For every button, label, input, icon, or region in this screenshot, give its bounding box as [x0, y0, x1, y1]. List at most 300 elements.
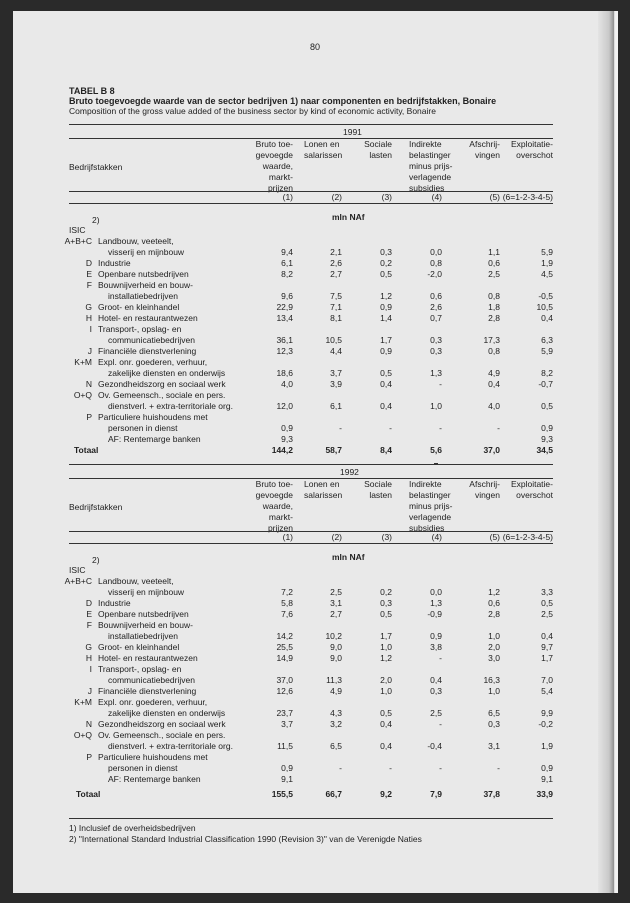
- column-number-rule: [69, 203, 553, 204]
- value-col-2: 9,0: [330, 642, 342, 652]
- value-col-4: 1,3: [430, 598, 442, 608]
- value-col-2: -: [339, 763, 342, 773]
- column-header-6: [483, 139, 553, 161]
- value-col-5: 6,5: [488, 708, 500, 718]
- table-row: [0, 302, 604, 313]
- row-label: Transport-, opslag- en: [98, 324, 182, 334]
- value-col-6: 0,9: [541, 763, 553, 773]
- value-col-6: 0,4: [541, 631, 553, 641]
- total-col-2: 58,7: [325, 445, 342, 455]
- value-col-2: 3,9: [330, 379, 342, 389]
- column-header-line: belastinger: [409, 150, 451, 160]
- column-header-line: minus prijs-: [409, 501, 453, 511]
- row-label: zakelijke diensten en onderwijs: [108, 368, 226, 378]
- column-number-3: (3): [381, 192, 392, 202]
- value-col-3: 1,0: [380, 686, 392, 696]
- column-number-2: (2): [331, 192, 342, 202]
- column-number-5: (5): [489, 192, 500, 202]
- value-col-5: 0,6: [488, 258, 500, 268]
- value-col-2: 9,0: [330, 653, 342, 663]
- value-col-1: 23,7: [276, 708, 293, 718]
- header-bottom-rule: [69, 531, 553, 532]
- column-header-line: gevoegde: [255, 150, 293, 160]
- isic-code: I: [89, 324, 92, 334]
- column-header-line: lasten: [369, 150, 392, 160]
- value-col-6: 1,9: [541, 258, 553, 268]
- value-col-1: 9,6: [281, 291, 293, 301]
- value-col-2: 4,9: [330, 686, 342, 696]
- value-col-4: 1,3: [430, 368, 442, 378]
- value-col-2: 6,1: [330, 401, 342, 411]
- value-col-3: 0,9: [380, 346, 392, 356]
- column-header-line: verlagende: [409, 512, 452, 522]
- row-label: Industrie: [98, 598, 131, 608]
- column-header-6: [483, 479, 553, 501]
- value-col-6: 0,5: [541, 401, 553, 411]
- footnote-1: 1) Inclusief de overheidsbedrijven: [69, 823, 196, 833]
- column-header-line: salarissen: [304, 490, 343, 500]
- value-col-5: -: [497, 423, 500, 433]
- column-header-line: subsidies: [409, 183, 445, 193]
- table-row: [0, 642, 604, 653]
- value-col-3: 1,7: [380, 335, 392, 345]
- value-col-6: -0,5: [538, 291, 553, 301]
- value-col-4: 0,0: [430, 587, 442, 597]
- column-header-line: Indirekte: [409, 139, 442, 149]
- table-row: [0, 346, 604, 357]
- column-header-line: overschot: [516, 490, 553, 500]
- row-label: Hotel- en restaurantwezen: [98, 313, 198, 323]
- row-label: Gezondheidszorg en sociaal werk: [98, 719, 226, 729]
- footnote-2: 2) "International Standard Industrial Classification 1990 (Revision 3)" van de Verenigde Naties: [69, 834, 422, 844]
- isic-code: P: [86, 752, 92, 762]
- isic-code: I: [89, 664, 92, 674]
- value-col-1: 9,3: [281, 434, 293, 444]
- value-col-5: 2,8: [488, 609, 500, 619]
- value-col-5: 1,2: [488, 587, 500, 597]
- value-col-4: -0,4: [427, 741, 442, 751]
- isic-code: E: [86, 269, 92, 279]
- table-row: [0, 620, 604, 642]
- section-top-rule: [69, 124, 553, 125]
- value-col-3: 0,3: [380, 598, 392, 608]
- table-row: [0, 357, 604, 379]
- value-col-2: 2,7: [330, 269, 342, 279]
- value-col-4: 1,0: [430, 401, 442, 411]
- value-col-5: 0,8: [488, 346, 500, 356]
- column-number-2: (2): [331, 532, 342, 542]
- column-header-line: markt-: [268, 172, 293, 182]
- value-col-3: 1,2: [380, 653, 392, 663]
- value-col-3: 1,4: [380, 313, 392, 323]
- value-col-3: 1,0: [380, 642, 392, 652]
- table-row: [0, 324, 604, 346]
- value-col-5: 1,0: [488, 686, 500, 696]
- isic-code: A+B+C: [64, 236, 92, 246]
- row-label: visserij en mijnbouw: [108, 587, 185, 597]
- value-col-1: 13,4: [276, 313, 293, 323]
- value-col-4: 0,3: [430, 346, 442, 356]
- value-col-2: 8,1: [330, 313, 342, 323]
- column-header-line: Lonen en: [304, 479, 340, 489]
- table-row: [0, 313, 604, 324]
- table-row: [0, 686, 604, 697]
- column-header-line: gevoegde: [255, 490, 293, 500]
- value-col-3: 0,5: [380, 609, 392, 619]
- row-label: AF: Rentemarge banken: [108, 434, 201, 444]
- isic-code: H: [85, 313, 92, 323]
- value-col-1: 6,1: [281, 258, 293, 268]
- value-col-4: 0,0: [430, 247, 442, 257]
- value-col-1: 9,1: [281, 774, 293, 784]
- value-col-6: 0,4: [541, 313, 553, 323]
- row-label: Industrie: [98, 258, 131, 268]
- value-col-5: -: [497, 763, 500, 773]
- value-col-6: 5,9: [541, 247, 553, 257]
- value-col-4: 2,6: [430, 302, 442, 312]
- table-row: [0, 598, 604, 609]
- row-label: Financiële dienstverlening: [98, 686, 197, 696]
- value-col-3: 0,2: [380, 258, 392, 268]
- total-col-4: 5,6: [430, 445, 442, 455]
- value-col-6: 9,1: [541, 774, 553, 784]
- row-label: Particuliere huishoudens met: [98, 412, 208, 422]
- table-row: [0, 774, 604, 785]
- value-col-1: 37,0: [276, 675, 293, 685]
- isic-code: G: [85, 642, 92, 652]
- table-row: [0, 434, 604, 445]
- table-row: [0, 697, 604, 719]
- value-col-3: 1,2: [380, 291, 392, 301]
- value-col-2: 7,1: [330, 302, 342, 312]
- table-row: [0, 280, 604, 302]
- value-col-2: 2,6: [330, 258, 342, 268]
- total-label: Totaal: [76, 789, 101, 799]
- value-col-4: -2,0: [427, 269, 442, 279]
- isic-code: K+M: [74, 357, 92, 367]
- column-header-line: prijzen: [267, 523, 293, 533]
- column-number-5: (5): [489, 532, 500, 542]
- value-col-5: 17,3: [483, 335, 500, 345]
- value-col-6: 7,0: [541, 675, 553, 685]
- table-row: [0, 719, 604, 730]
- column-header-line: Sociale: [364, 479, 392, 489]
- isic-footnote-ref: 2): [92, 555, 100, 565]
- year-label: 1991: [343, 127, 362, 137]
- value-col-6: 6,3: [541, 335, 553, 345]
- column-number-6: (6=1-2-3-4-5): [502, 532, 553, 542]
- value-col-6: -0,2: [538, 719, 553, 729]
- value-col-2: 4,3: [330, 708, 342, 718]
- value-col-4: 0,3: [430, 686, 442, 696]
- isic-code: N: [85, 719, 92, 729]
- column-header-line: Bruto toe-: [255, 479, 293, 489]
- isic-code: J: [87, 346, 92, 356]
- value-col-3: 0,4: [380, 379, 392, 389]
- value-col-4: 0,3: [430, 335, 442, 345]
- header-bottom-rule: [69, 191, 553, 192]
- isic-code: F: [86, 620, 92, 630]
- row-label: AF: Rentemarge banken: [108, 774, 201, 784]
- isic-code: J: [87, 686, 92, 696]
- value-col-5: 1,0: [488, 631, 500, 641]
- value-col-4: -: [439, 423, 442, 433]
- unit-label: mln NAf: [332, 552, 365, 562]
- value-col-4: -: [439, 379, 442, 389]
- value-col-3: 0,2: [380, 587, 392, 597]
- value-col-6: 3,3: [541, 587, 553, 597]
- value-col-1: 11,5: [277, 741, 293, 751]
- section-top-rule: [69, 464, 553, 465]
- row-label: communicatiebedrijven: [108, 675, 195, 685]
- column-number-1: (1): [282, 532, 293, 542]
- value-col-2: 3,7: [330, 368, 342, 378]
- column-header-line: belastinger: [409, 490, 451, 500]
- value-col-5: 2,5: [488, 269, 500, 279]
- table-bottom-rule: [69, 818, 553, 819]
- value-col-5: 0,6: [488, 598, 500, 608]
- value-col-3: -: [389, 763, 392, 773]
- row-label: communicatiebedrijven: [108, 335, 195, 345]
- column-header-line: Indirekte: [409, 479, 442, 489]
- value-col-2: 2,7: [330, 609, 342, 619]
- value-col-6: 1,9: [541, 741, 553, 751]
- value-col-1: 22,9: [276, 302, 293, 312]
- row-label: Transport-, opslag- en: [98, 664, 182, 674]
- value-col-5: 2,0: [488, 642, 500, 652]
- value-col-3: -: [389, 423, 392, 433]
- isic-code: E: [86, 609, 92, 619]
- isic-code: P: [86, 412, 92, 422]
- value-col-3: 0,3: [380, 247, 392, 257]
- column-number-1: (1): [282, 192, 293, 202]
- value-col-6: 9,3: [541, 434, 553, 444]
- column-number-rule: [69, 543, 553, 544]
- row-label: Landbouw, veeteelt,: [98, 236, 174, 246]
- isic-code: D: [85, 258, 92, 268]
- value-col-6: -0,7: [538, 379, 553, 389]
- value-col-1: 12,6: [276, 686, 293, 696]
- total-col-6: 34,5: [536, 445, 553, 455]
- value-col-1: 12,3: [276, 346, 293, 356]
- value-col-3: 0,4: [380, 401, 392, 411]
- column-header-line: Exploitatie-: [510, 479, 553, 489]
- row-label: Bouwnijverheid en bouw-: [98, 280, 193, 290]
- row-label: personen in dienst: [108, 423, 178, 433]
- value-col-1: 14,2: [276, 631, 293, 641]
- row-label: Openbare nutsbedrijven: [98, 269, 189, 279]
- value-col-2: 7,5: [330, 291, 342, 301]
- value-col-3: 0,5: [380, 269, 392, 279]
- column-header-line: vingen: [474, 490, 500, 500]
- isic-label: ISIC: [69, 565, 86, 575]
- row-label: Ov. Gemeensch., sociale en pers.: [98, 730, 226, 740]
- value-col-4: 0,4: [430, 675, 442, 685]
- value-col-1: 0,9: [281, 763, 293, 773]
- total-col-5: 37,8: [483, 789, 500, 799]
- row-label: installatiebedrijven: [108, 631, 178, 641]
- value-col-6: 4,5: [541, 269, 553, 279]
- value-col-3: 0,5: [380, 368, 392, 378]
- value-col-2: 3,2: [330, 719, 342, 729]
- isic-code: D: [85, 598, 92, 608]
- column-header-line: Lonen en: [304, 139, 340, 149]
- total-row: [0, 445, 604, 456]
- table-row: [0, 412, 604, 434]
- row-label: zakelijke diensten en onderwijs: [108, 708, 226, 718]
- column-header-line: subsidies: [409, 523, 445, 533]
- isic-label: ISIC: [69, 225, 86, 235]
- column-header-line: minus prijs-: [409, 161, 453, 171]
- total-col-2: 66,7: [325, 789, 342, 799]
- table-row: [0, 609, 604, 620]
- value-col-2: 10,2: [325, 631, 342, 641]
- total-label: Totaal: [74, 445, 99, 455]
- value-col-3: 0,4: [380, 719, 392, 729]
- value-col-1: 8,2: [281, 269, 293, 279]
- value-col-2: -: [339, 423, 342, 433]
- value-col-5: 1,1: [488, 247, 500, 257]
- column-header-3: [322, 139, 392, 161]
- isic-code: F: [86, 280, 92, 290]
- value-col-2: 3,1: [330, 598, 342, 608]
- table-row: [0, 390, 604, 412]
- value-col-6: 1,7: [541, 653, 553, 663]
- value-col-4: 0,8: [430, 258, 442, 268]
- row-label: Expl. onr. goederen, verhuur,: [98, 697, 208, 707]
- value-col-2: 2,5: [330, 587, 342, 597]
- value-col-1: 5,8: [281, 598, 293, 608]
- value-col-4: 0,9: [430, 631, 442, 641]
- column-number-4: (4): [431, 532, 442, 542]
- row-label: Gezondheidszorg en sociaal werk: [98, 379, 226, 389]
- row-label: Particuliere huishoudens met: [98, 752, 208, 762]
- table-row: [0, 576, 604, 598]
- value-col-1: 4,0: [281, 379, 293, 389]
- row-label: Groot- en kleinhandel: [98, 642, 180, 652]
- unit-label: mln NAf: [332, 212, 365, 222]
- column-header-line: waarde,: [262, 501, 293, 511]
- value-col-1: 36,1: [276, 335, 293, 345]
- row-label: dienstverl. + extra-territoriale org.: [108, 401, 233, 411]
- column-number-3: (3): [381, 532, 392, 542]
- column-header-line: markt-: [268, 512, 293, 522]
- value-col-2: 10,5: [325, 335, 342, 345]
- value-col-5: 1,8: [488, 302, 500, 312]
- column-header-line: verlagende: [409, 172, 452, 182]
- value-col-4: 3,8: [430, 642, 442, 652]
- column-header-3: [322, 479, 392, 501]
- row-header-label: Bedrijfstakken: [69, 162, 123, 172]
- column-header-line: Exploitatie-: [510, 139, 553, 149]
- row-label: Groot- en kleinhandel: [98, 302, 180, 312]
- value-col-1: 0,9: [281, 423, 293, 433]
- column-header-line: overschot: [516, 150, 553, 160]
- value-col-1: 25,5: [276, 642, 293, 652]
- table-row: [0, 379, 604, 390]
- value-col-6: 9,9: [541, 708, 553, 718]
- row-label: Hotel- en restaurantwezen: [98, 653, 198, 663]
- value-col-5: 0,4: [488, 379, 500, 389]
- year-label: 1992: [340, 467, 359, 477]
- row-label: Financiële dienstverlening: [98, 346, 197, 356]
- row-label: Ov. Gemeensch., sociale en pers.: [98, 390, 226, 400]
- column-header-line: Afschrij-: [469, 139, 500, 149]
- value-col-1: 12,0: [276, 401, 293, 411]
- value-col-6: 5,9: [541, 346, 553, 356]
- value-col-6: 5,4: [541, 686, 553, 696]
- value-col-6: 8,2: [541, 368, 553, 378]
- value-col-1: 18,6: [276, 368, 293, 378]
- row-label: visserij en mijnbouw: [108, 247, 185, 257]
- column-number-6: (6=1-2-3-4-5): [502, 192, 553, 202]
- column-header-line: prijzen: [267, 183, 293, 193]
- isic-code: O+Q: [73, 390, 92, 400]
- stray-mark: [434, 463, 438, 465]
- table-row: [0, 653, 604, 664]
- isic-code: O+Q: [73, 730, 92, 740]
- column-header-line: Afschrij-: [469, 479, 500, 489]
- value-col-2: 4,4: [330, 346, 342, 356]
- value-col-1: 7,6: [281, 609, 293, 619]
- value-col-1: 14,9: [276, 653, 293, 663]
- column-header-1: [223, 479, 293, 534]
- value-col-4: -: [439, 763, 442, 773]
- value-col-6: 10,5: [536, 302, 553, 312]
- column-number-4: (4): [431, 192, 442, 202]
- table-row: [0, 752, 604, 774]
- value-col-5: 4,9: [488, 368, 500, 378]
- column-header-line: salarissen: [304, 150, 343, 160]
- value-col-5: 0,3: [488, 719, 500, 729]
- table-row: [0, 730, 604, 752]
- total-col-6: 33,9: [536, 789, 553, 799]
- column-header-line: Sociale: [364, 139, 392, 149]
- value-col-2: 6,5: [330, 741, 342, 751]
- value-col-5: 4,0: [488, 401, 500, 411]
- column-header-line: vingen: [474, 150, 500, 160]
- total-col-3: 9,2: [380, 789, 392, 799]
- value-col-4: 2,5: [430, 708, 442, 718]
- value-col-3: 0,4: [380, 741, 392, 751]
- row-label: personen in dienst: [108, 763, 178, 773]
- value-col-5: 3,0: [488, 653, 500, 663]
- row-label: dienstverl. + extra-territoriale org.: [108, 741, 233, 751]
- total-col-5: 37,0: [483, 445, 500, 455]
- table-row: [0, 236, 604, 258]
- table-id: TABEL B 8: [69, 86, 115, 96]
- value-col-4: -: [439, 719, 442, 729]
- isic-code: K+M: [74, 697, 92, 707]
- value-col-6: 0,9: [541, 423, 553, 433]
- total-row: [0, 789, 604, 800]
- value-col-5: 0,8: [488, 291, 500, 301]
- total-col-1: 144,2: [271, 445, 293, 455]
- total-col-4: 7,9: [430, 789, 442, 799]
- isic-code: A+B+C: [64, 576, 92, 586]
- table-row: [0, 269, 604, 280]
- column-header-1: [223, 139, 293, 194]
- table-row: [0, 258, 604, 269]
- column-header-line: lasten: [369, 490, 392, 500]
- table-title-english: Composition of the gross value added of the business sector by kind of economic activity, Bonaire: [69, 106, 436, 116]
- column-header-line: Bruto toe-: [255, 139, 293, 149]
- value-col-4: -: [439, 653, 442, 663]
- value-col-6: 0,5: [541, 598, 553, 608]
- value-col-4: 0,7: [430, 313, 442, 323]
- isic-code: G: [85, 302, 92, 312]
- isic-code: H: [85, 653, 92, 663]
